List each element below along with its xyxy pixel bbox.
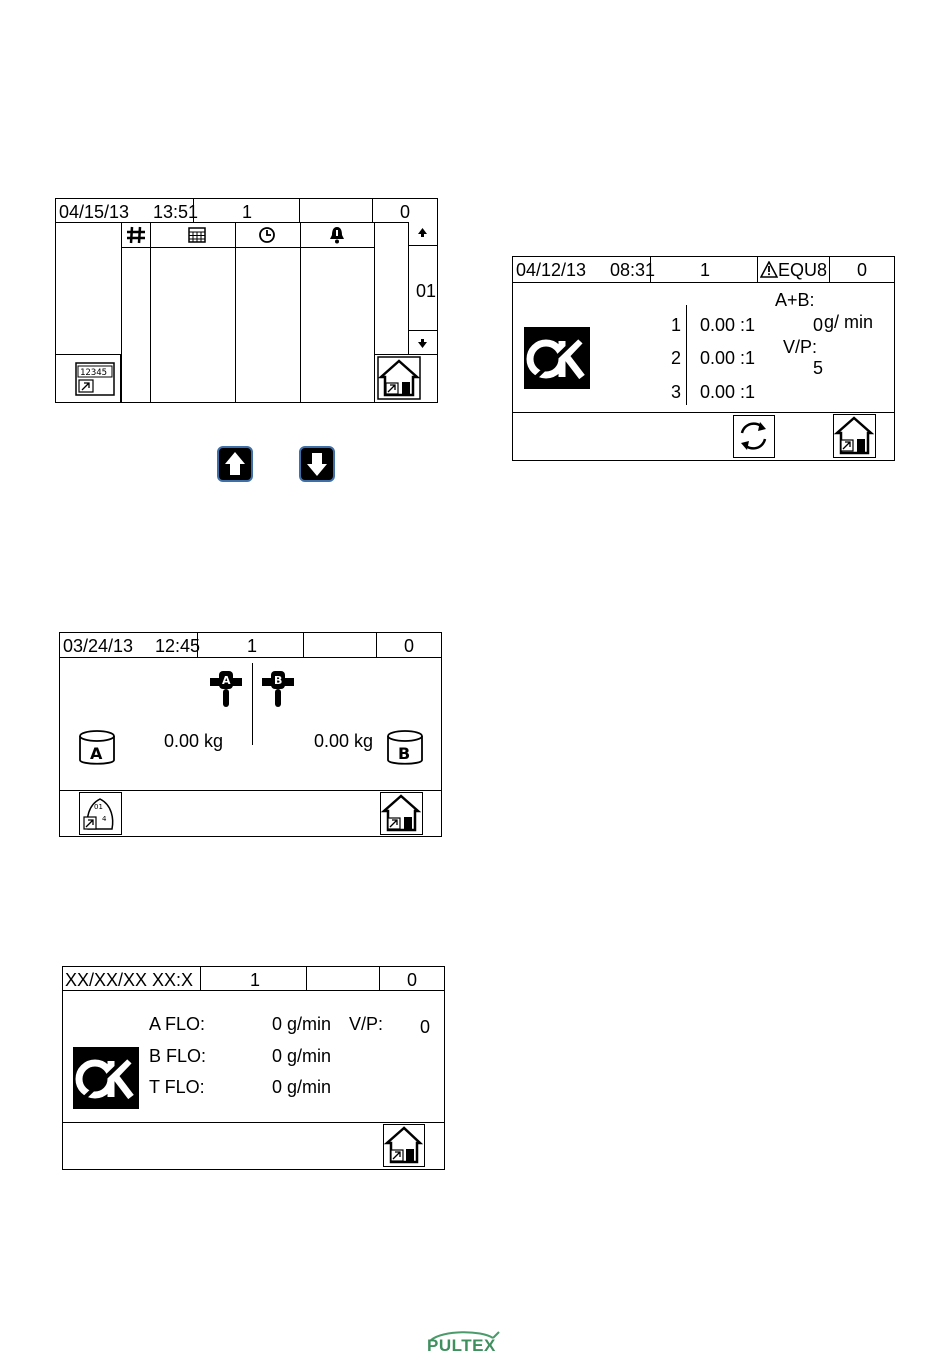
header-datetime: XX/XX/XX XX:X (65, 970, 194, 990)
row-ratio: 0.00 :1 (700, 348, 756, 368)
b-flow-value: 0 g/min (272, 1046, 332, 1066)
vp-label: V/P: (349, 1014, 384, 1034)
counter-reset-button[interactable] (56, 354, 121, 402)
header-count: 0 (404, 636, 415, 656)
ok-status-icon (73, 1047, 139, 1109)
number-column-icon (126, 226, 146, 244)
spray-gun-b-icon (260, 669, 296, 709)
ok-status-icon (524, 327, 590, 389)
ab-flow-label: A+B: (775, 290, 815, 310)
header-date: 04/12/13 (516, 260, 587, 280)
pultex-logo (423, 1328, 503, 1358)
vp-value: 5 (813, 358, 824, 378)
header-recipe: 1 (250, 970, 261, 990)
a-total-value: 0.00 kg (164, 731, 224, 751)
a-flow-value: 0 g/min (272, 1014, 332, 1034)
ab-flow-unit: g/ min (824, 312, 874, 332)
header-time: 12:45 (155, 636, 201, 656)
alarm-triangle-icon (760, 261, 778, 278)
a-flow-label: A FLO: (149, 1014, 206, 1034)
scroll-down-button[interactable] (408, 330, 437, 356)
header-recipe: 1 (242, 202, 253, 222)
vp-label: V/P: (783, 337, 818, 357)
header-time: 08:31 (610, 260, 656, 280)
page-number: 01 (416, 281, 437, 301)
scroll-up-button[interactable] (408, 222, 437, 246)
home-button[interactable] (383, 1124, 425, 1167)
header-date: 04/15/13 (59, 202, 130, 222)
t-flow-label: T FLO: (149, 1077, 205, 1097)
header-date: 03/24/13 (63, 636, 134, 656)
header-count: 0 (407, 970, 418, 990)
log-screen (55, 198, 438, 403)
header-time: 13:51 (153, 202, 199, 222)
vp-value: 0 (420, 1017, 431, 1037)
totals-screen (59, 632, 442, 837)
tank-a-icon (78, 729, 116, 767)
header-recipe: 1 (247, 636, 258, 656)
alarm-bell-icon (328, 226, 346, 244)
header-recipe: 1 (700, 260, 711, 280)
b-total-value: 0.00 kg (314, 731, 374, 751)
totals-reset-button[interactable] (79, 792, 122, 835)
row-ratio: 0.00 :1 (700, 315, 756, 335)
row-number: 3 (671, 382, 682, 402)
row-ratio: 0.00 :1 (700, 382, 756, 402)
b-flow-label: B FLO: (149, 1046, 207, 1066)
down-arrow-key-icon (299, 446, 335, 482)
alarm-code: EQU8 (778, 260, 828, 280)
svg-text:01: 01 (94, 803, 103, 811)
header-count: 0 (857, 260, 868, 280)
home-button[interactable] (380, 792, 423, 835)
svg-text:12345: 12345 (80, 368, 108, 378)
tank-b-icon (386, 729, 424, 767)
row-number: 1 (671, 315, 682, 335)
up-arrow-key-icon (217, 446, 253, 482)
gun-a-letter: A (222, 674, 231, 687)
header-count: 0 (400, 202, 411, 222)
home-button[interactable] (833, 414, 876, 458)
logo-text: PULTEX (427, 1336, 496, 1355)
ab-flow-value: 0 (813, 315, 824, 335)
ratio-screen (512, 256, 895, 461)
svg-text:4: 4 (102, 815, 107, 823)
tank-b-letter: B (398, 744, 411, 763)
clock-icon (258, 226, 276, 244)
home-button[interactable] (374, 354, 437, 402)
spray-gun-a-icon (208, 669, 244, 709)
t-flow-value: 0 g/min (272, 1077, 332, 1097)
flow-screen (62, 966, 445, 1170)
calendar-icon (188, 227, 206, 243)
gun-b-letter: B (274, 674, 283, 687)
cycle-refresh-button[interactable] (733, 415, 775, 458)
tank-a-letter: A (90, 744, 103, 763)
row-number: 2 (671, 348, 682, 368)
